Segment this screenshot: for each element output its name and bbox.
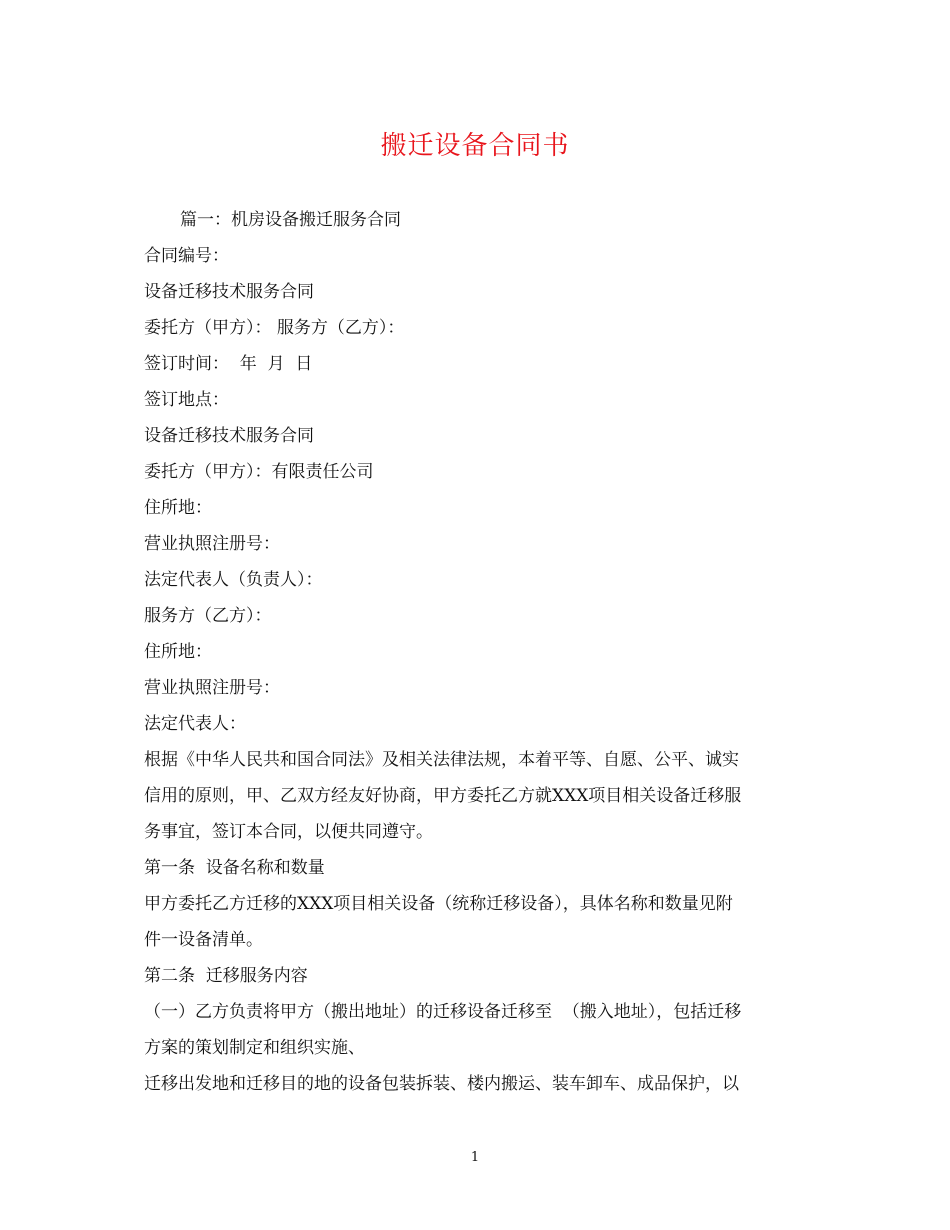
parties-line: 委托方（甲方）： 服务方（乙方）： — [144, 318, 405, 338]
party-a-license: 营业执照注册号： — [144, 534, 280, 554]
document-title: 搬迁设备合同书 — [380, 131, 570, 161]
article-2-line-1: （一）乙方负责将甲方（搬出地址）的迁移设备迁移至 （搬入地址），包括迁移 — [144, 1002, 742, 1022]
preamble-line-2: 信用的原则，甲、乙双方经友好协商，甲方委托乙方就XXX项目相关设备迁移服 — [144, 786, 742, 806]
contract-number-label: 合同编号： — [144, 246, 229, 266]
party-b-address: 住所地： — [144, 642, 212, 662]
article-1-heading: 第一条 设备名称和数量 — [144, 858, 325, 878]
party-a-representative: 法定代表人（负责人）： — [144, 570, 323, 590]
signing-place-line: 签订地点： — [144, 390, 229, 410]
party-b-license: 营业执照注册号： — [144, 678, 280, 698]
article-2-heading: 第二条 迁移服务内容 — [144, 966, 308, 986]
preamble-line-1: 根据《中华人民共和国合同法》及相关法律法规，本着平等、自愿、公平、诚实 — [144, 750, 739, 770]
contract-subtitle: 设备迁移技术服务合同 — [144, 282, 314, 302]
preamble-line-3: 务事宜，签订本合同，以便共同遵守。 — [144, 822, 433, 842]
page-number: 1 — [470, 1150, 480, 1165]
signing-date-line: 签订时间： 年 月 日 — [144, 354, 313, 374]
document-body — [144, 202, 809, 1102]
party-b-representative: 法定代表人： — [144, 714, 246, 734]
article-1-line-1: 甲方委托乙方迁移的XXX项目相关设备（统称迁移设备），具体名称和数量见附 — [144, 894, 733, 914]
article-2-line-2: 方案的策划制定和组织实施、 — [144, 1038, 365, 1058]
contract-subtitle-repeat: 设备迁移技术服务合同 — [144, 426, 314, 446]
party-b-line: 服务方（乙方）： — [144, 606, 272, 626]
party-a-address: 住所地： — [144, 498, 212, 518]
article-2-line-3: 迁移出发地和迁移目的地的设备包装拆装、楼内搬运、装车卸车、成品保护，以 — [144, 1074, 739, 1094]
section-heading: 篇一：机房设备搬迁服务合同 — [180, 210, 401, 230]
article-1-line-2: 件一设备清单。 — [144, 930, 263, 950]
party-a-line: 委托方（甲方）：有限责任公司 — [144, 462, 374, 482]
